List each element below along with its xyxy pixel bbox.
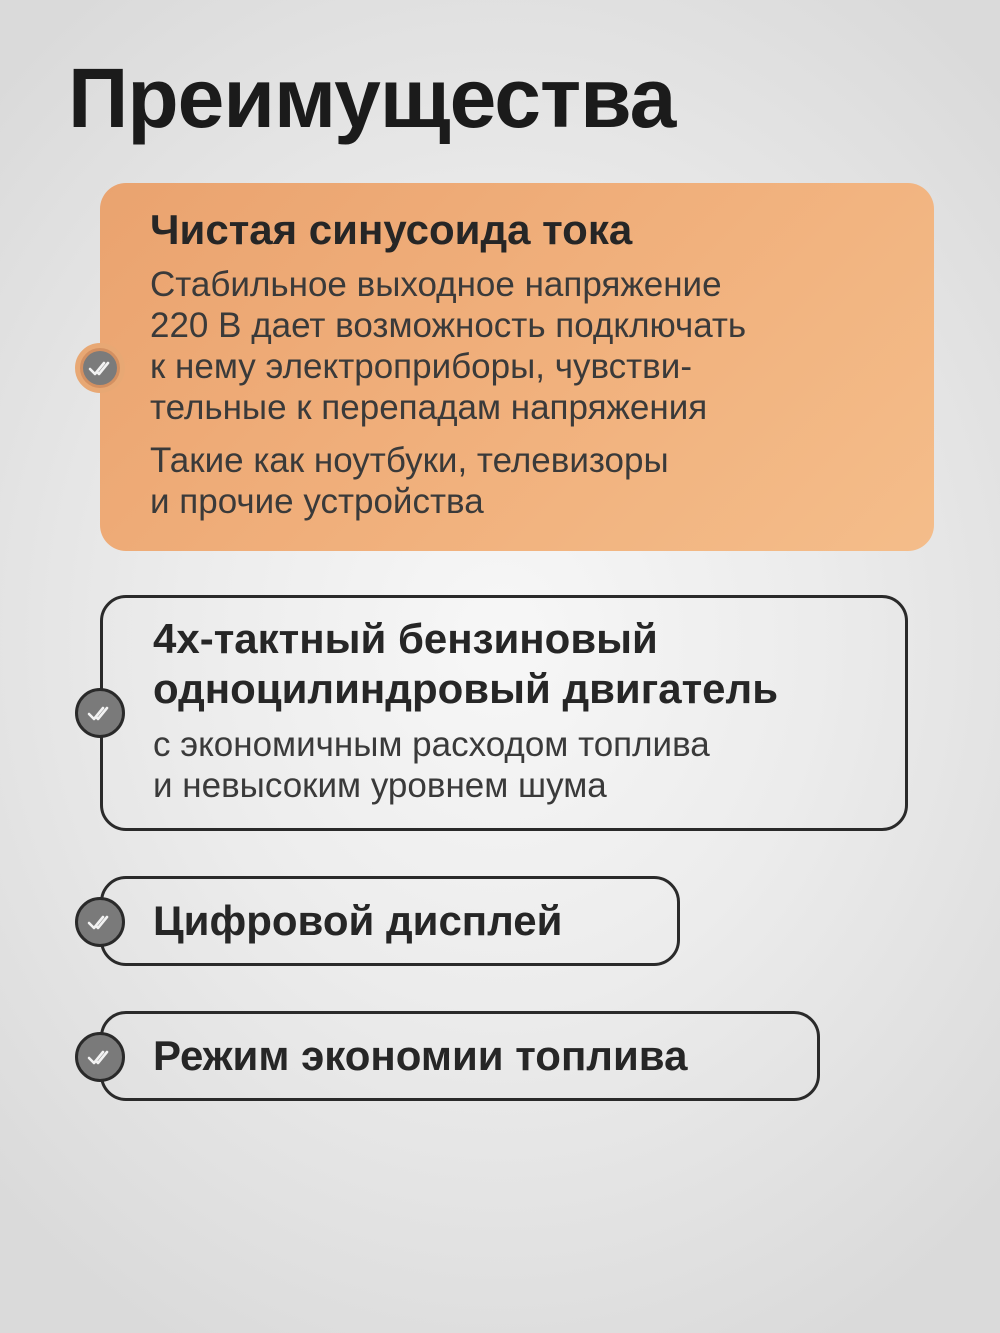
feature-card-eco-mode — [100, 1011, 820, 1101]
feature-heading: Чистая синусоида тока — [150, 206, 633, 253]
description-line: к нему электроприборы, чувстви- — [150, 347, 692, 387]
note-line: и прочие устройства — [150, 482, 484, 522]
description-line: с экономичным расходом топлива — [153, 724, 710, 764]
feature-description — [150, 265, 904, 429]
double-check-icon — [75, 688, 125, 738]
double-check-icon — [75, 1032, 125, 1082]
double-check-icon — [75, 897, 125, 947]
heading-line: одноцилиндровый двигатель — [153, 665, 779, 713]
description-line: и невысоким уровнем шума — [153, 765, 607, 805]
double-check-icon — [75, 343, 125, 393]
description-line: 220 В дает возможность подключать — [150, 306, 747, 346]
feature-description — [153, 725, 875, 807]
heading-line: 4х-тактный бензиновый — [153, 615, 658, 662]
page-title: Преимущества — [68, 51, 676, 145]
feature-card-display — [100, 876, 680, 966]
feature-note — [150, 441, 904, 523]
feature-heading — [153, 614, 875, 715]
description-line: Стабильное выходное напряжение — [150, 265, 722, 305]
description-line: тельные к перепадам напряжения — [150, 388, 708, 428]
feature-heading: Режим экономии топлива — [153, 1031, 688, 1079]
feature-card-pure-sine — [100, 183, 934, 551]
feature-heading: Цифровой дисплей — [153, 896, 563, 944]
feature-card-engine — [100, 595, 908, 831]
note-line: Такие как ноутбуки, телевизоры — [150, 441, 669, 481]
